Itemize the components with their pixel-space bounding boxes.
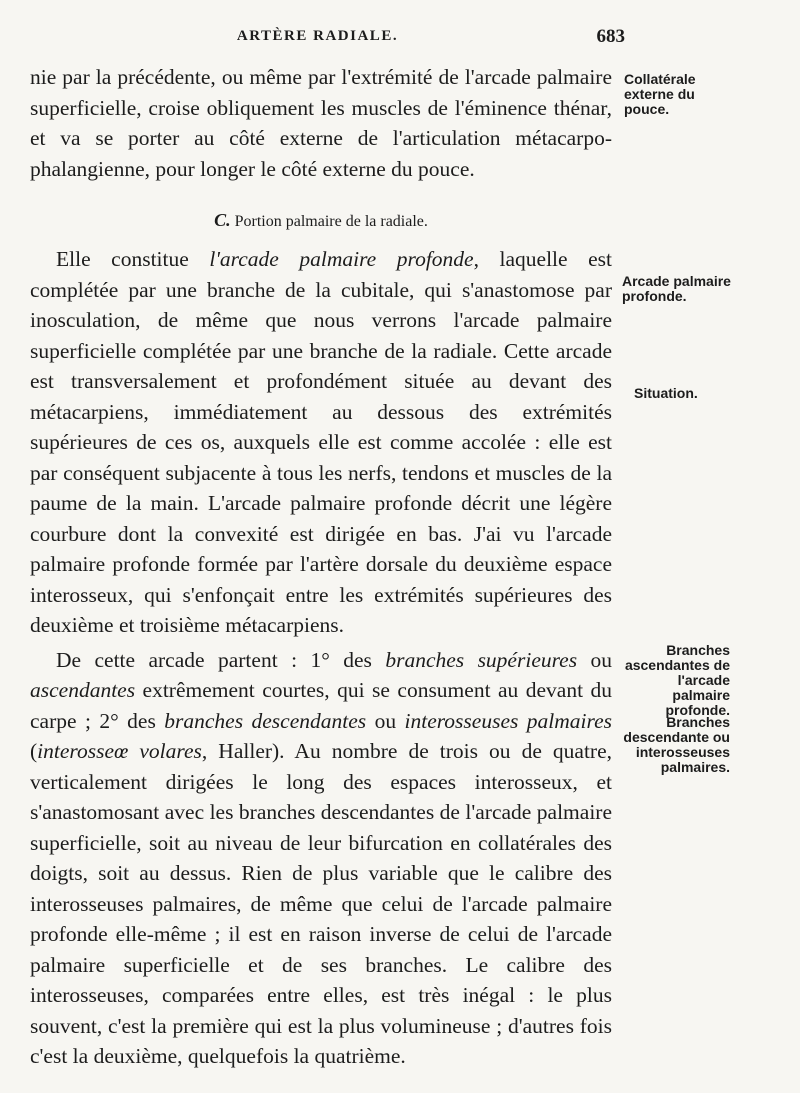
paragraph-2 — [30, 244, 612, 641]
margin-note-branches-ascendantes: Branches ascendantes de l'arcade palmaire profonde. — [624, 642, 730, 718]
main-text — [30, 62, 612, 1072]
margin-note-situation: Situation. — [634, 385, 698, 401]
italic-term: ascendantes — [30, 678, 136, 702]
text-run: De cette arcade partent : 1° des — [56, 647, 386, 672]
section-title: Portion palmaire de la radiale. — [234, 213, 428, 230]
section-heading — [30, 210, 612, 232]
section-letter: C. — [214, 210, 231, 230]
text-run: Elle constitue — [56, 247, 210, 271]
text-run: ou — [577, 647, 613, 672]
paragraph-1: nie par la précédente, ou même par l'extrémité de l'arcade palmaire superficielle, croise obliquement les muscles de l'éminence thénar, et va se porter au côté externe de l'articulation métacarpo-phalangienne, pour longer le côté externe du pouce. — [30, 65, 612, 181]
page-header — [30, 26, 625, 54]
italic-term: interosseuses palmaires — [404, 708, 612, 733]
page-number: 683 — [596, 26, 625, 47]
italic-term: l'arcade palmaire profonde — [209, 247, 474, 271]
text-run: ou — [366, 708, 405, 733]
margin-note-arcade: Arcade palmaire profonde. — [622, 273, 731, 304]
text-run: , Haller). Au nombre de trois ou de quatre, verticalement dirigées le long des espaces interosseux, et s'anastomosant avec les branches descendantes de l'arcade palmaire superficielle, soit au niveau de leur bifurcation en collatérales des doigts, soit au dessus. Rien de plus variable que le calibre des interosseuses palmaires, de même que celui de l'arcade palmaire profonde elle-même ; il est en raison inverse de celui de l'arcade palmaire superficielle et de ses branches. Le calibre des interosseuses, comparées entre elles, est très inégal : le plus souvent, c'est la première qui est la plus volumineuse ; d'autres fois c'est la deuxième, quelquefois la quatrième. — [30, 739, 613, 1068]
paragraph-3 — [30, 645, 612, 1072]
running-title: ARTÈRE RADIALE. — [236, 28, 399, 44]
italic-term: branches supérieures — [385, 647, 578, 672]
italic-term: interosseœ volares — [37, 739, 202, 763]
margin-note-collaterale: Collatérale externe du pouce. — [624, 71, 696, 117]
text-run: ( — [30, 739, 38, 763]
text-run: , laquelle est complétée par une branche de la cubitale, qui s'anastomose par inosculation, de même que nous verrons l'arcade palmaire superficielle complétée par une branche de la radiale. Cette arcade est transversalement et profondément située au devant des métacarpiens, immédiatement au dessous des extrémités supérieures de ces os, auxquels elle est comme accolée : elle est par conséquent subjacente à tous les nerfs, tendons et muscles de la paume de la main. L'arcade palmaire profonde décrit une légère courbure dont la convexité est dirigée en bas. J'ai vu l'arcade palmaire profonde formée par l'artère dorsale du deuxième espace interosseux, qui s'enfonçait entre les extrémités supérieures des deuxième et troisième métacarpiens. — [30, 247, 612, 637]
text-run: extrêmement courtes, qui se consument au devant du carpe ; 2° des — [30, 678, 612, 733]
italic-term: branches descendantes — [164, 708, 367, 733]
margin-note-branches-descendantes: Branches descendante ou interosseuses palmaires. — [623, 714, 730, 775]
